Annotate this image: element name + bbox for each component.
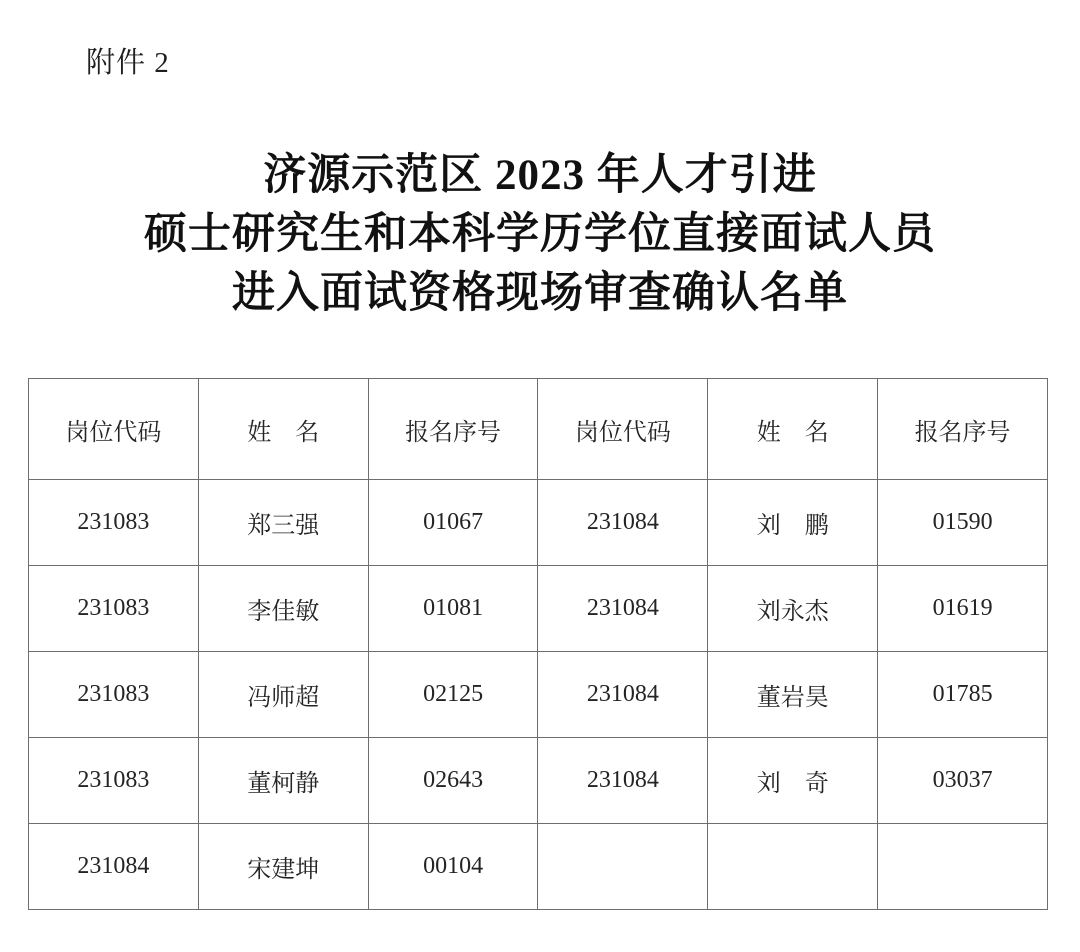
table-row <box>29 480 1048 566</box>
cell-name: 刘永杰 <box>708 566 878 652</box>
cell-post-code: 231083 <box>29 566 199 652</box>
roster-table-head <box>29 379 1048 480</box>
header-cell-name-left: 姓 名 <box>198 379 368 480</box>
cell-post-code-empty <box>538 824 708 910</box>
cell-name: 李佳敏 <box>198 566 368 652</box>
document-title-line-2: 硕士研究生和本科学历学位直接面试人员 <box>144 211 936 258</box>
cell-registration-no: 00104 <box>368 824 538 910</box>
roster-table-body <box>29 480 1048 910</box>
attachment-label: 附件 2 <box>86 47 170 79</box>
cell-registration-no: 03037 <box>878 738 1048 824</box>
cell-name: 董岩昊 <box>708 652 878 738</box>
cell-registration-no: 01081 <box>368 566 538 652</box>
cell-name: 董柯静 <box>198 738 368 824</box>
header-cell-name-right: 姓 名 <box>708 379 878 480</box>
cell-registration-no: 02643 <box>368 738 538 824</box>
cell-post-code: 231084 <box>538 566 708 652</box>
document-title-line-3: 进入面试资格现场审查确认名单 <box>232 270 848 317</box>
cell-name: 刘 奇 <box>708 738 878 824</box>
cell-registration-no: 02125 <box>368 652 538 738</box>
header-cell-registration-no-left: 报名序号 <box>368 379 538 480</box>
cell-name: 郑三强 <box>198 480 368 566</box>
table-row <box>29 566 1048 652</box>
cell-registration-no: 01785 <box>878 652 1048 738</box>
header-cell-post-code-right: 岗位代码 <box>538 379 708 480</box>
cell-name: 冯师超 <box>198 652 368 738</box>
cell-name: 宋建坤 <box>198 824 368 910</box>
cell-post-code: 231084 <box>538 652 708 738</box>
roster-table <box>28 378 1048 910</box>
table-row <box>29 738 1048 824</box>
table-row <box>29 824 1048 910</box>
cell-registration-no: 01590 <box>878 480 1048 566</box>
document-title-line-1: 济源示范区 2023 年人才引进 <box>263 152 817 199</box>
header-row <box>29 379 1048 480</box>
cell-registration-no: 01619 <box>878 566 1048 652</box>
header-cell-registration-no-right: 报名序号 <box>878 379 1048 480</box>
cell-name: 刘 鹏 <box>708 480 878 566</box>
cell-post-code: 231083 <box>29 480 199 566</box>
cell-post-code: 231084 <box>538 480 708 566</box>
cell-post-code: 231083 <box>29 738 199 824</box>
table-row <box>29 652 1048 738</box>
cell-post-code: 231084 <box>29 824 199 910</box>
document-title <box>0 146 1080 323</box>
header-cell-post-code-left: 岗位代码 <box>29 379 199 480</box>
cell-post-code: 231084 <box>538 738 708 824</box>
cell-registration-no-empty <box>878 824 1048 910</box>
cell-name-empty <box>708 824 878 910</box>
cell-registration-no: 01067 <box>368 480 538 566</box>
cell-post-code: 231083 <box>29 652 199 738</box>
